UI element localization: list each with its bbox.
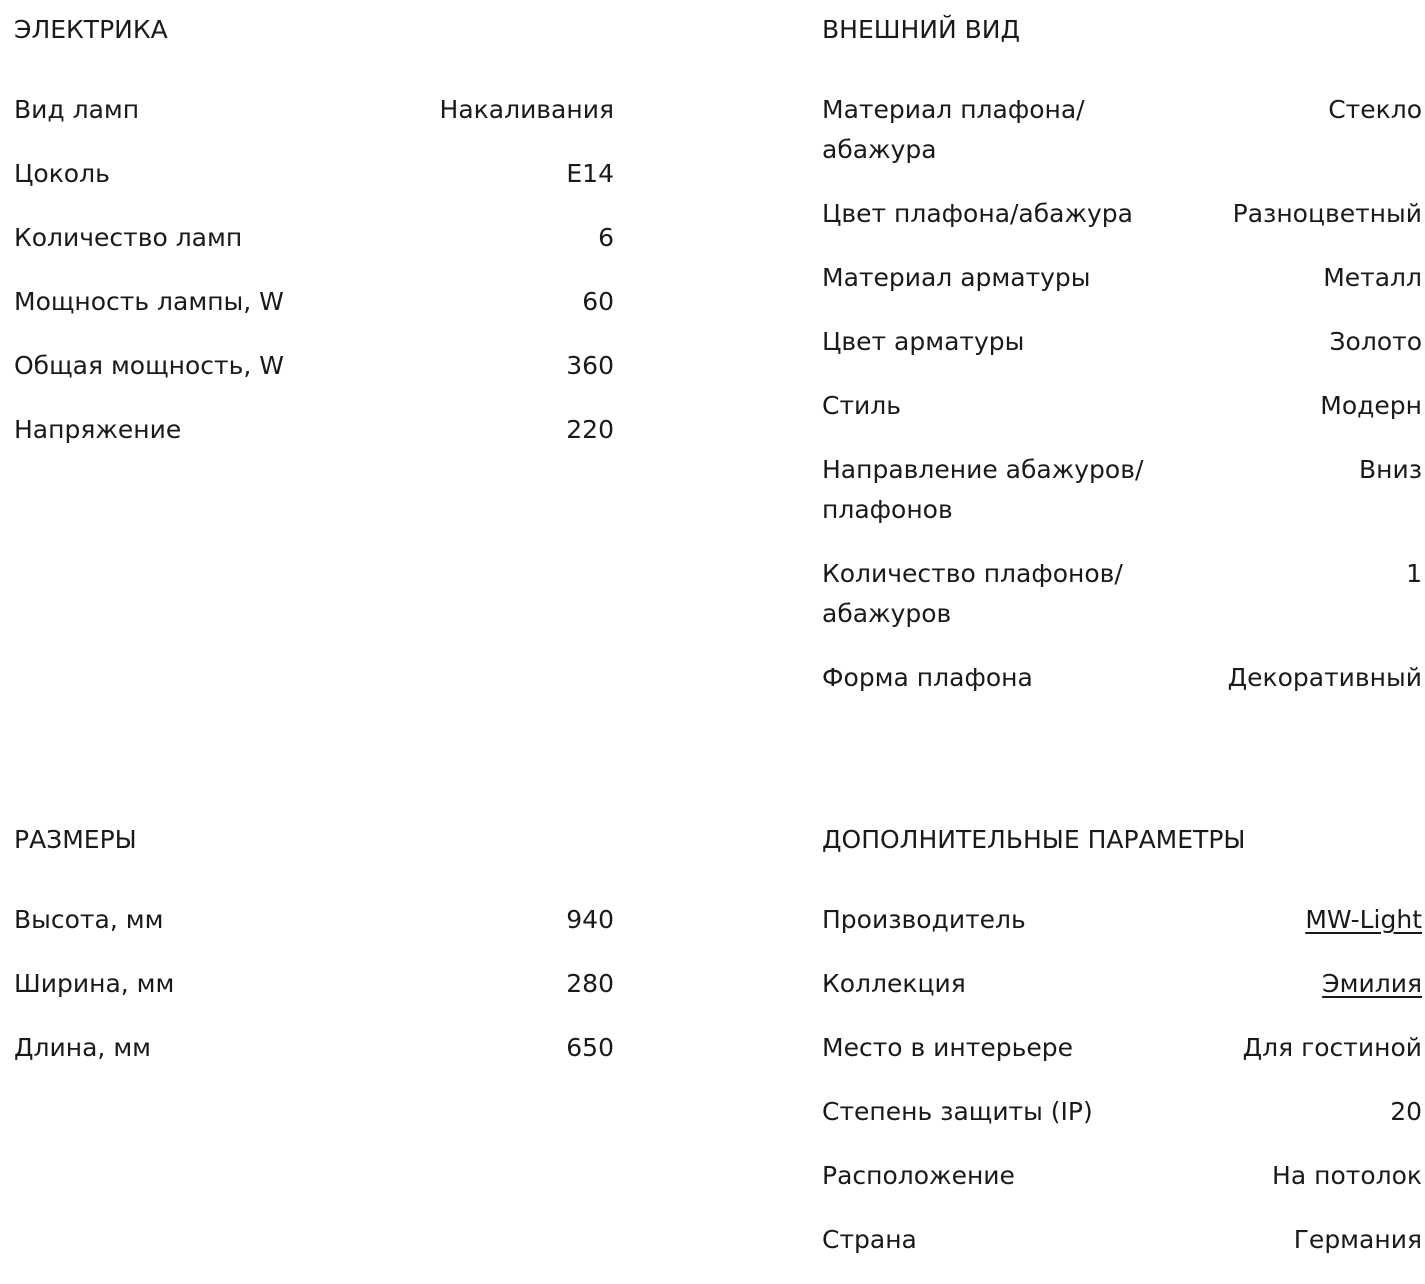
spec-row-voltage (14, 410, 614, 450)
spec-row-collection (822, 964, 1422, 1004)
spec-value: 20 (1390, 1097, 1422, 1126)
spec-label: Количество плафонов/ абажуров (822, 559, 1123, 628)
section-title-appearance: ВНЕШНИЙ ВИД (822, 15, 1021, 44)
spec-row-socket (14, 154, 614, 194)
spec-label: Общая мощность, W (14, 351, 284, 380)
spec-row-lamp-count (14, 218, 614, 258)
spec-value: На потолок (1272, 1161, 1422, 1190)
spec-row-length (14, 1028, 614, 1068)
spec-row-style (822, 386, 1422, 426)
spec-label: Вид ламп (14, 95, 140, 124)
spec-row-lamp-power (14, 282, 614, 322)
spec-row-shade-count (822, 554, 1422, 634)
spec-value: Разноцветный (1232, 199, 1422, 228)
spec-label: Цоколь (14, 159, 110, 188)
spec-label: Мощность лампы, W (14, 287, 284, 316)
spec-label: Высота, мм (14, 905, 164, 934)
spec-row-width (14, 964, 614, 1004)
spec-value: Накаливания (439, 95, 614, 124)
section-title-dimensions: РАЗМЕРЫ (14, 825, 137, 854)
spec-value: 940 (566, 905, 614, 934)
spec-value: Стекло (1328, 95, 1422, 124)
spec-value: Декоративный (1227, 663, 1422, 692)
spec-value: 360 (566, 351, 614, 380)
spec-label: Коллекция (822, 969, 966, 998)
spec-row-shade-shape (822, 658, 1422, 698)
spec-label: Место в интерьере (822, 1033, 1073, 1062)
spec-value: Золото (1329, 327, 1422, 356)
section-dimensions (14, 820, 614, 1092)
spec-row-lamp-type (14, 90, 614, 130)
spec-label: Стиль (822, 391, 901, 420)
section-appearance (822, 10, 1422, 722)
spec-label: Форма плафона (822, 663, 1033, 692)
spec-label: Цвет арматуры (822, 327, 1025, 356)
spec-label: Длина, мм (14, 1033, 152, 1062)
spec-row-ip-rating (822, 1092, 1422, 1132)
section-title-additional: ДОПОЛНИТЕЛЬНЫЕ ПАРАМЕТРЫ (822, 825, 1246, 854)
spec-row-manufacturer (822, 900, 1422, 940)
spec-label: Расположение (822, 1161, 1015, 1190)
spec-row-frame-material (822, 258, 1422, 298)
spec-value: 280 (566, 969, 614, 998)
spec-label: Страна (822, 1225, 917, 1254)
spec-value: 1 (1406, 559, 1422, 588)
spec-label: Количество ламп (14, 223, 243, 252)
spec-row-height (14, 900, 614, 940)
spec-value: E14 (566, 159, 614, 188)
spec-label: Материал арматуры (822, 263, 1091, 292)
spec-label: Материал плафона/ абажура (822, 95, 1085, 164)
collection-link[interactable]: Эмилия (1322, 969, 1422, 998)
spec-label: Направление абажуров/ плафонов (822, 455, 1144, 524)
spec-label: Цвет плафона/абажура (822, 199, 1133, 228)
spec-value: Вниз (1358, 455, 1422, 484)
spec-label: Напряжение (14, 415, 182, 444)
spec-value: Модерн (1320, 391, 1422, 420)
spec-row-interior-place (822, 1028, 1422, 1068)
spec-label: Ширина, мм (14, 969, 175, 998)
spec-label: Степень защиты (IP) (822, 1097, 1093, 1126)
section-electrical (14, 10, 614, 474)
spec-row-total-power (14, 346, 614, 386)
spec-row-shade-material (822, 90, 1422, 170)
spec-value: 6 (598, 223, 614, 252)
manufacturer-link[interactable]: MW-Light (1305, 905, 1422, 934)
spec-row-country (822, 1220, 1422, 1260)
section-additional (822, 820, 1422, 1284)
spec-value: 220 (566, 415, 614, 444)
spec-row-placement (822, 1156, 1422, 1196)
spec-label: Производитель (822, 905, 1026, 934)
spec-value: Металл (1323, 263, 1422, 292)
spec-row-shade-direction (822, 450, 1422, 530)
section-title-electrical: ЭЛЕКТРИКА (14, 15, 168, 44)
spec-row-shade-color (822, 194, 1422, 234)
spec-value: 60 (582, 287, 614, 316)
spec-row-frame-color (822, 322, 1422, 362)
spec-value: Германия (1293, 1225, 1422, 1254)
spec-value: Для гостиной (1242, 1033, 1422, 1062)
spec-value: 650 (566, 1033, 614, 1062)
